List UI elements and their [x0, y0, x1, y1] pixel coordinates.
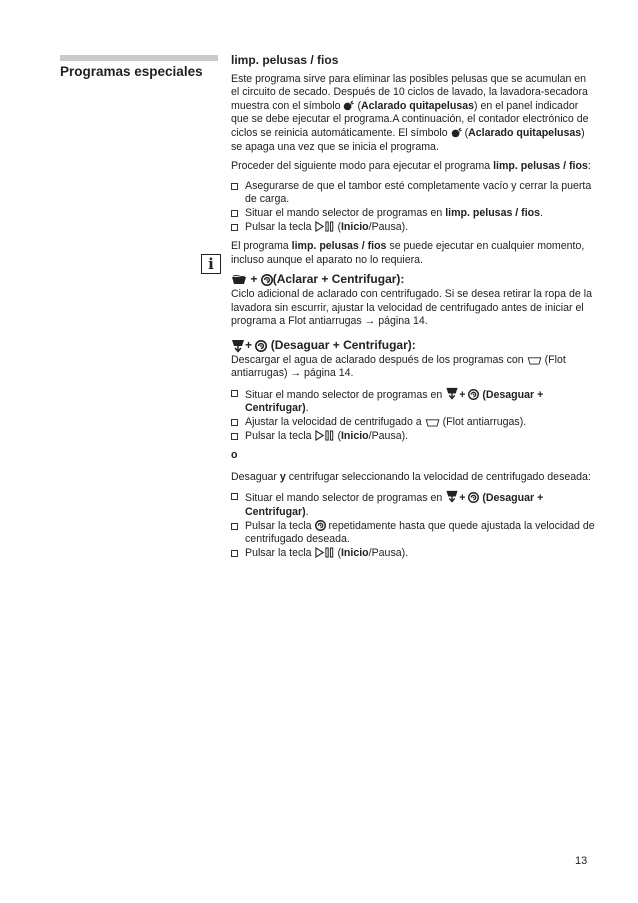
paragraph-intro: [231, 73, 596, 155]
info-note: [231, 240, 596, 267]
heading-text: (Desaguar + Centrifugar):: [270, 337, 416, 352]
plus-sign: +: [459, 388, 466, 401]
drain-icon: [445, 490, 459, 503]
heading-desaguar-centrifugar: [231, 339, 596, 353]
steps-list: [231, 180, 596, 234]
paragraph: [231, 471, 596, 485]
heading-limp-pelusas: limp. pelusas / fios: [231, 53, 339, 67]
list-item: [231, 416, 596, 430]
bold-term: (Desaguar + Centrifugar): [245, 388, 544, 415]
text: /Pausa).: [368, 220, 409, 233]
text: Pulsar la tecla: [245, 546, 312, 559]
text: Pulsar la tecla: [245, 429, 312, 442]
paragraph: [231, 354, 596, 381]
list-item: [231, 207, 596, 221]
text: Este programa sirve para eliminar las posibles pelusas que se acumulan en el circuito de secado. Después de 10 ciclos de lavado, la lavadora-secadora muestra con el símbolo: [231, 72, 588, 112]
text: (: [337, 429, 341, 442]
section-aclarar: [231, 273, 596, 328]
steps-list: [231, 490, 596, 560]
text: se puede ejecutar en cualquier momento, incluso aunque el aparato no lo requiera.: [231, 240, 585, 266]
spin-swirl-icon: [255, 340, 267, 352]
sidebar-divider-bar: [60, 55, 218, 61]
text: Proceder del siguiente modo para ejecutar el programa: [231, 160, 491, 173]
plus-sign: +: [245, 337, 253, 352]
text: Ajustar la velocidad de centrifugado a: [245, 416, 422, 429]
main-content: [231, 54, 596, 566]
text: Pulsar la tecla: [245, 220, 312, 233]
start-pause-icon: [315, 221, 335, 232]
start-pause-icon: [315, 547, 335, 558]
text: Desaguar: [231, 470, 277, 483]
text: .: [305, 506, 309, 519]
steps-list: [231, 387, 596, 443]
list-item: [231, 520, 596, 547]
text: Situar el mando selector de programas en: [245, 206, 443, 219]
drain-icon: [231, 339, 245, 353]
start-pause-icon: [315, 430, 335, 441]
list-item: [231, 490, 596, 519]
text: (: [464, 126, 469, 139]
text: Situar el mando selector de programas en: [245, 388, 443, 401]
text: (: [337, 220, 341, 233]
lint-drop-icon: [343, 100, 354, 111]
spin-swirl-icon: [468, 492, 479, 503]
text: Situar el mando selector de programas en: [245, 492, 443, 505]
text: Pulsar la tecla: [245, 519, 312, 532]
text: centrifugar seleccionando la velocidad de centrifugado deseada:: [288, 470, 591, 483]
list-item: [231, 547, 596, 561]
text: (Flot antiarrugas) → página 14.: [231, 353, 566, 380]
text: ) en el panel indicador que se debe ejecutar el programa.A continuación, el contador electrónico de ciclos se reinicia automáticamente. El símbolo: [231, 99, 589, 139]
list-item: [231, 430, 596, 444]
flot-antiarrugas-icon: [527, 356, 542, 365]
bold-term: y: [279, 470, 286, 483]
text: (: [337, 546, 341, 559]
text: ) se apaga una vez que se inicia el programa.: [231, 126, 585, 153]
text: :: [587, 160, 591, 173]
text: (Flot antiarrugas).: [442, 416, 527, 429]
section-desaguar: [231, 339, 596, 561]
list-item: [231, 180, 596, 207]
text: El programa: [231, 240, 289, 253]
bold-term: Inicio: [340, 220, 369, 233]
bold-term: (Desaguar + Centrifugar): [245, 492, 544, 519]
bold-term: Aclarado quitapelusas: [468, 126, 582, 139]
text: /Pausa).: [368, 546, 409, 559]
spin-swirl-icon: [315, 520, 326, 531]
text: (: [357, 99, 361, 112]
text: .: [305, 402, 309, 415]
bold-term: Inicio: [340, 546, 369, 559]
heading-text: (Aclarar + Centrifugar):: [272, 272, 405, 287]
page-number: 13: [575, 855, 588, 867]
text: .: [540, 206, 543, 219]
paragraph: Ciclo adicional de aclarado con centrifugado. Si se desea retirar la ropa de la lavadora sin escurrir, ajustar la velocidad de centrifugado antes de iniciar el programa a Flot antiarrugas → página 14.: [231, 287, 592, 328]
bold-term: limp. pelusas / fios: [291, 240, 387, 253]
text: Descargar el agua de aclarado después de los programas con: [231, 353, 524, 366]
section-title: Programas especiales: [60, 64, 203, 79]
text: repetidamente hasta que quede ajustada la velocidad de centrifugado deseada.: [245, 519, 595, 546]
bold-term: Inicio: [340, 429, 369, 442]
plus-sign: +: [250, 272, 258, 287]
heading-aclarar-centrifugar: [231, 273, 596, 287]
drain-icon: [445, 387, 459, 400]
text: /Pausa).: [368, 429, 409, 442]
flot-antiarrugas-icon: [425, 418, 440, 427]
list-item: [231, 221, 596, 235]
lint-drop-icon: [451, 127, 462, 138]
text: Asegurarse de que el tambor esté completamente vacío y cerrar la puerta de carga.: [245, 179, 592, 206]
bold-term: limp. pelusas / fios: [493, 160, 588, 173]
list-item: [231, 387, 596, 416]
paragraph-procedure: [231, 160, 596, 174]
or-separator: o: [231, 449, 238, 462]
rinse-tub-icon: [231, 275, 247, 285]
bold-term: Aclarado quitapelusas: [360, 99, 475, 112]
spin-swirl-icon: [261, 274, 273, 286]
bold-term: limp. pelusas / fios: [445, 206, 541, 219]
spin-swirl-icon: [468, 389, 479, 400]
info-icon: i: [201, 254, 221, 274]
plus-sign: +: [459, 492, 466, 505]
